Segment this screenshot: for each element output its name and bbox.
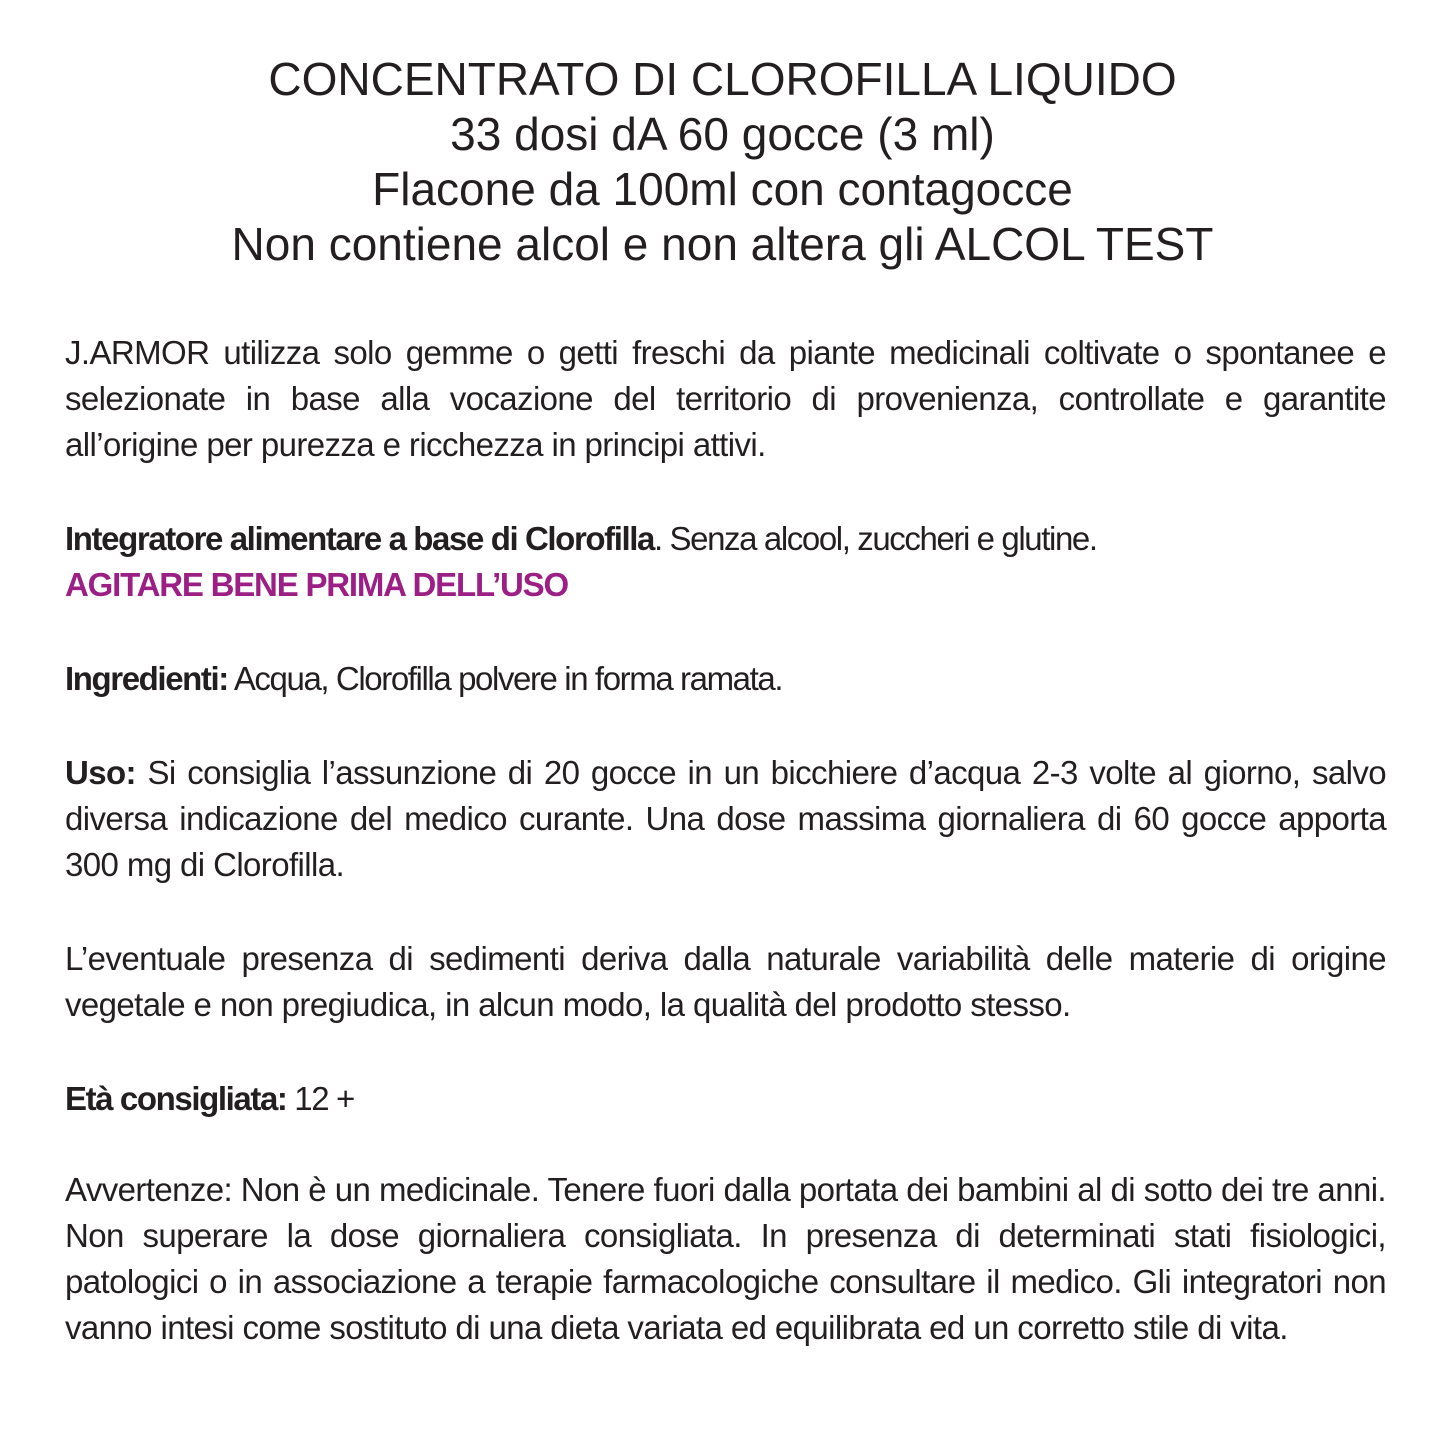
sediments-text: L’eventuale presenza di sedimenti deriva dalla naturale variabilità delle materie di origine vegetale e non pregiudica, in alcun modo, la qualità del prodotto stesso. xyxy=(65,940,1386,1023)
dose-info: 33 dosi dA 60 gocce (3 ml) xyxy=(450,108,995,160)
usage-label: Uso: xyxy=(65,754,136,791)
product-title-block xyxy=(0,52,1445,272)
alcohol-info: Non contiene alcol e non altera gli ALCOL TEST xyxy=(231,218,1214,270)
supplement-paragraph xyxy=(65,516,1386,562)
warnings-paragraph xyxy=(65,1167,1386,1351)
usage-text: Si consiglia l’assunzione di 20 gocce in un bicchiere d’acqua 2-3 volte al giorno, salvo diversa indicazione del medico curante. Una dose massima giornaliera di 60 gocce apporta 300 mg di Clorofilla. xyxy=(65,754,1386,883)
product-title: CONCENTRATO DI CLOROFILLA LIQUIDO xyxy=(268,53,1177,105)
shake-warning: AGITARE BENE PRIMA DELL’USO xyxy=(65,566,568,603)
shake-warning-paragraph xyxy=(65,562,1386,608)
supplement-text: . Senza alcool, zuccheri e glutine. xyxy=(654,520,1097,557)
age-value: 12 + xyxy=(286,1080,354,1117)
intro-text: J.ARMOR utilizza solo gemme o getti freschi da piante medicinali coltivate o spontanee e selezionate in base alla vocazione del territorio di provenienza, controllate e garantite all’origine per purezza e ricchezza in principi attivi. xyxy=(65,334,1386,463)
warnings-text: Avvertenze: Non è un medicinale. Tenere fuori dalla portata dei bambini al di sotto dei tre anni. Non superare la dose giornaliera consigliata. In presenza di determinati stati fisiologici, patologici o in associazione a terapie farmacologiche consultare il medico. Gli integratori non vanno intesi come sostituto di una dieta variata ed equilibrata ed un corretto stile di vita. xyxy=(65,1171,1386,1346)
supplement-label: Integratore alimentare a base di Clorofilla xyxy=(65,520,654,557)
ingredients-text: Acqua, Clorofilla polvere in forma ramata. xyxy=(227,660,783,697)
ingredients-label: Ingredienti: xyxy=(65,660,228,697)
age-paragraph xyxy=(65,1076,1386,1122)
sediments-paragraph xyxy=(65,936,1386,1028)
bottle-info: Flacone da 100ml con contagocce xyxy=(372,163,1073,215)
usage-paragraph xyxy=(65,750,1386,888)
intro-paragraph xyxy=(65,330,1386,468)
age-label: Età consigliata: xyxy=(65,1080,287,1117)
ingredients-paragraph xyxy=(65,656,1386,702)
